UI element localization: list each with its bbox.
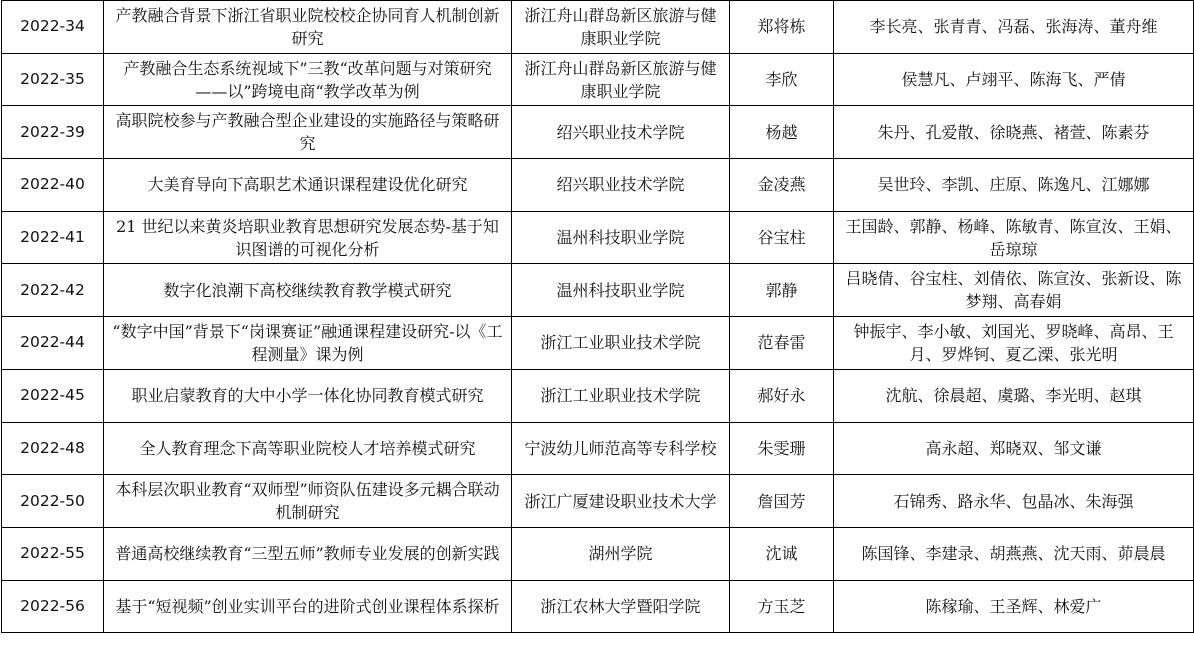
project-title-cell: 本科层次职业教育“双师型”师资队伍建设多元耦合联动机制研究: [104, 475, 512, 528]
project-table-body: [2, 1, 1194, 633]
institution-cell: 湖州学院: [512, 527, 730, 580]
project-code-cell: 2022-34: [2, 1, 104, 54]
table-row: [2, 159, 1194, 212]
project-code-cell: 2022-35: [2, 53, 104, 106]
institution-cell: 浙江工业职业技术学院: [512, 369, 730, 422]
members-cell: 钟振宇、李小敏、刘国光、罗晓峰、高昂、王月、罗烨钶、夏乙溧、张光明: [834, 317, 1194, 370]
project-code-cell: 2022-42: [2, 264, 104, 317]
table-row: [2, 527, 1194, 580]
institution-cell: 浙江农林大学暨阳学院: [512, 580, 730, 633]
leader-cell: 金凌燕: [730, 159, 834, 212]
members-cell: 王国龄、郭静、杨峰、陈敏青、陈宣汝、王娟、岳琼琼: [834, 211, 1194, 264]
table-row: [2, 369, 1194, 422]
project-code-cell: 2022-40: [2, 159, 104, 212]
project-title-cell: 全人教育理念下高等职业院校人才培养模式研究: [104, 422, 512, 475]
leader-cell: 郝好永: [730, 369, 834, 422]
leader-cell: 范春雷: [730, 317, 834, 370]
institution-cell: 浙江广厦建设职业技术大学: [512, 475, 730, 528]
table-row: [2, 211, 1194, 264]
project-code-cell: 2022-48: [2, 422, 104, 475]
members-cell: 侯慧凡、卢翊平、陈海飞、严倩: [834, 53, 1194, 106]
project-code-cell: 2022-50: [2, 475, 104, 528]
leader-cell: 郭静: [730, 264, 834, 317]
members-cell: 吕晓倩、谷宝柱、刘倩依、陈宣汝、张新设、陈梦翔、高春娟: [834, 264, 1194, 317]
institution-cell: 绍兴职业技术学院: [512, 159, 730, 212]
members-cell: 沈航、徐晨超、虞璐、李光明、赵琪: [834, 369, 1194, 422]
project-code-cell: 2022-45: [2, 369, 104, 422]
members-cell: 高永超、郑晓双、邹文谦: [834, 422, 1194, 475]
table-row: [2, 53, 1194, 106]
project-code-cell: 2022-41: [2, 211, 104, 264]
members-cell: 李长亮、张青青、冯磊、张海涛、董舟维: [834, 1, 1194, 54]
project-title-cell: 产教融合生态系统视域下”三教“改革问题与对策研究——以”跨境电商“教学改革为例: [104, 53, 512, 106]
project-title-cell: 普通高校继续教育“三型五师”教师专业发展的创新实践: [104, 527, 512, 580]
institution-cell: 宁波幼儿师范高等专科学校: [512, 422, 730, 475]
members-cell: 石锦秀、路永华、包晶冰、朱海强: [834, 475, 1194, 528]
project-table: [1, 0, 1194, 633]
project-title-cell: 大美育导向下高职艺术通识课程建设优化研究: [104, 159, 512, 212]
project-code-cell: 2022-44: [2, 317, 104, 370]
table-row: [2, 422, 1194, 475]
leader-cell: 郑将栋: [730, 1, 834, 54]
members-cell: 陈稼瑜、王圣辉、林爱广: [834, 580, 1194, 633]
members-cell: 吴世玲、李凯、庄原、陈逸凡、江娜娜: [834, 159, 1194, 212]
members-cell: 朱丹、孔爱散、徐晓燕、褚萱、陈素芬: [834, 106, 1194, 159]
institution-cell: 绍兴职业技术学院: [512, 106, 730, 159]
project-title-cell: 基于“短视频”创业实训平台的进阶式创业课程体系探析: [104, 580, 512, 633]
table-row: [2, 475, 1194, 528]
table-row: [2, 317, 1194, 370]
table-row: [2, 264, 1194, 317]
project-title-cell: 职业启蒙教育的大中小学一体化协同教育模式研究: [104, 369, 512, 422]
institution-cell: 温州科技职业学院: [512, 264, 730, 317]
table-row: [2, 106, 1194, 159]
institution-cell: 浙江舟山群岛新区旅游与健康职业学院: [512, 53, 730, 106]
leader-cell: 杨越: [730, 106, 834, 159]
leader-cell: 李欣: [730, 53, 834, 106]
project-code-cell: 2022-39: [2, 106, 104, 159]
project-code-cell: 2022-56: [2, 580, 104, 633]
table-row: [2, 580, 1194, 633]
project-title-cell: 数字化浪潮下高校继续教育教学模式研究: [104, 264, 512, 317]
leader-cell: 朱雯珊: [730, 422, 834, 475]
project-code-cell: 2022-55: [2, 527, 104, 580]
project-title-cell: “数字中国”背景下“岗课赛证”融通课程建设研究-以《工程测量》课为例: [104, 317, 512, 370]
leader-cell: 谷宝柱: [730, 211, 834, 264]
project-title-cell: 21 世纪以来黄炎培职业教育思想研究发展态势-基于知识图谱的可视化分析: [104, 211, 512, 264]
project-title-cell: 产教融合背景下浙江省职业院校校企协同育人机制创新研究: [104, 1, 512, 54]
institution-cell: 浙江舟山群岛新区旅游与健康职业学院: [512, 1, 730, 54]
leader-cell: 方玉芝: [730, 580, 834, 633]
leader-cell: 詹国芳: [730, 475, 834, 528]
institution-cell: 浙江工业职业技术学院: [512, 317, 730, 370]
institution-cell: 温州科技职业学院: [512, 211, 730, 264]
members-cell: 陈国锋、李建录、胡燕燕、沈天雨、茆晨晨: [834, 527, 1194, 580]
table-row: [2, 1, 1194, 54]
leader-cell: 沈诚: [730, 527, 834, 580]
project-title-cell: 高职院校参与产教融合型企业建设的实施路径与策略研究: [104, 106, 512, 159]
